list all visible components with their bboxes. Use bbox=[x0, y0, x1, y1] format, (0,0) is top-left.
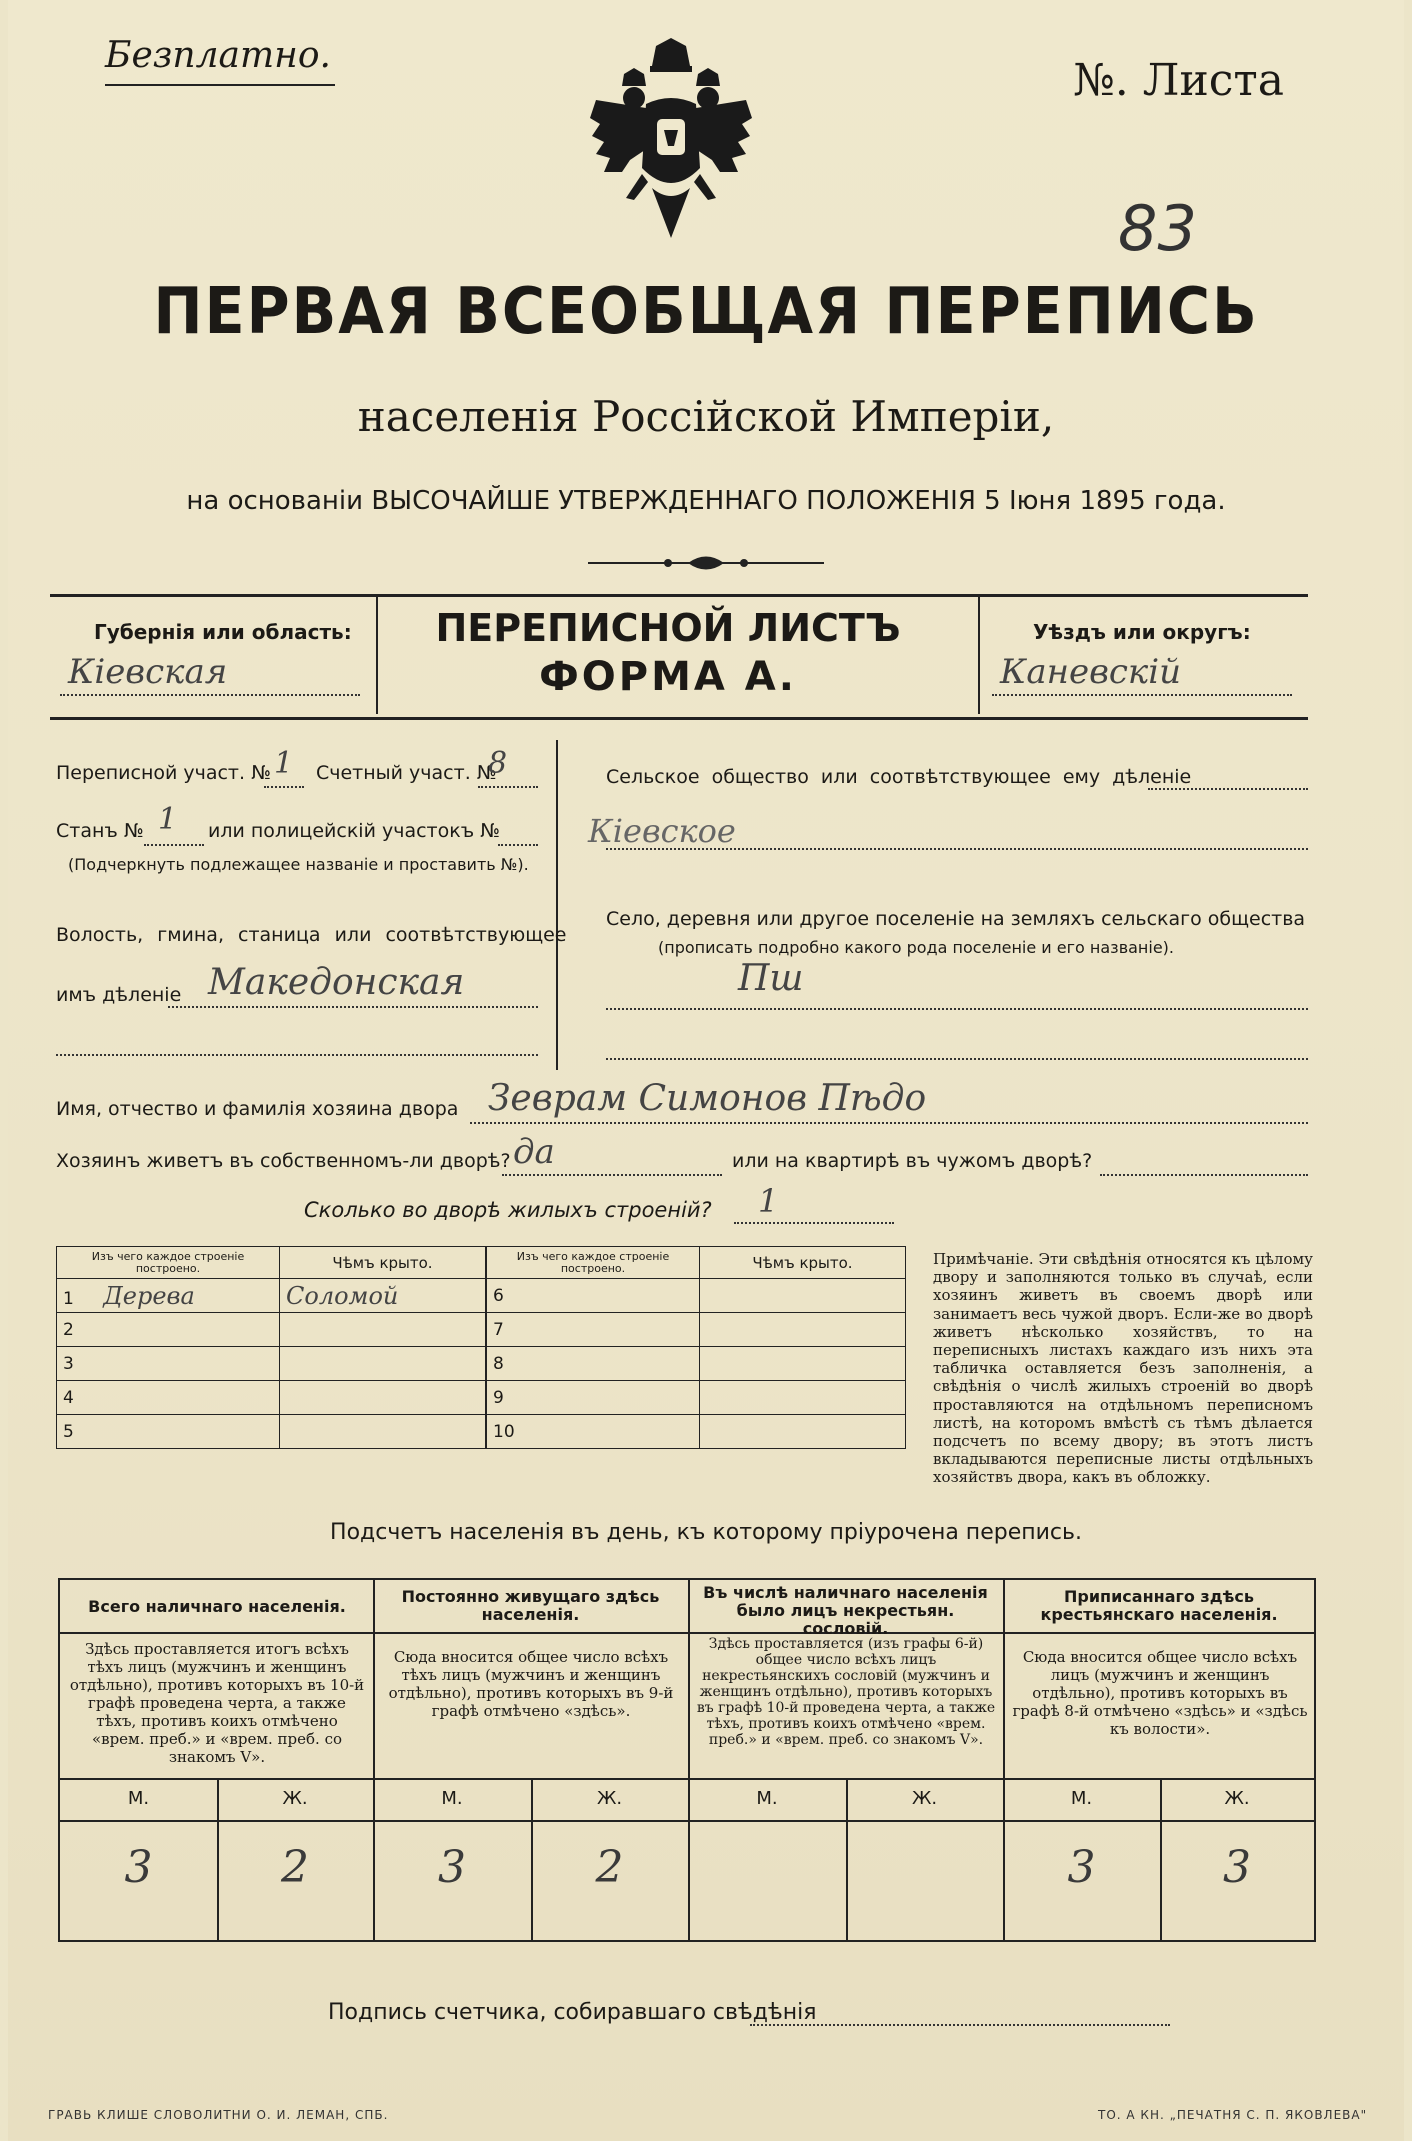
buildings-table-right bbox=[486, 1246, 906, 1449]
owner-lives-label: Хозяинъ живетъ въ собственномъ-ли дворѣ? bbox=[56, 1150, 511, 1172]
col-head-permanent: Постоянно живущаго здѣсь населенія. bbox=[401, 1587, 660, 1624]
col-head-ascribed: Приписаннаго здѣсь крестьянскаго населенія. bbox=[1040, 1587, 1278, 1624]
police-label: или полицейскій участокъ № bbox=[208, 820, 500, 842]
document-subtitle: населенія Россійской Имперіи, bbox=[357, 392, 1055, 441]
legal-basis-line: на основаніи ВЫСОЧАЙШЕ УТВЕРЖДЕННАГО ПОЛОЖЕНІЯ 5 Іюня 1895 года. bbox=[186, 486, 1226, 516]
zh-label: Ж. bbox=[282, 1788, 308, 1809]
free-label: Безплатно. bbox=[105, 35, 331, 76]
census-district-label: Переписной участ. № bbox=[56, 762, 271, 784]
m-label: М. bbox=[127, 1788, 150, 1809]
roof-cell bbox=[700, 1313, 906, 1347]
table-row: 2 bbox=[57, 1313, 280, 1347]
permanent-m-value: 3 bbox=[438, 1842, 466, 1893]
roof-cell bbox=[700, 1381, 906, 1415]
population-count-table bbox=[58, 1578, 1316, 1942]
ascribed-zh-value: 3 bbox=[1223, 1842, 1251, 1893]
stan-line bbox=[144, 844, 204, 846]
uezd-value: Каневскій bbox=[1000, 652, 1182, 692]
village-line-2 bbox=[606, 1058, 1308, 1060]
buildings-line bbox=[734, 1222, 894, 1224]
owner-name-value: Зеврам Симонов Пѣдо bbox=[488, 1078, 927, 1119]
col-text-permanent: Сюда вносится общее число всѣхъ тѣхъ лицъ (мужчинъ и женщинъ отдѣльно), противъ которыхъ въ 9-й графѣ отмѣчено «здѣсь». bbox=[388, 1648, 674, 1720]
uezd-line bbox=[992, 694, 1292, 696]
col-divider bbox=[688, 1580, 690, 1940]
table-row: 4 bbox=[57, 1381, 280, 1415]
volost-label-2: имъ дѣленіе bbox=[56, 984, 182, 1006]
table-row: 8 bbox=[487, 1347, 700, 1381]
total-zh-value: 2 bbox=[281, 1842, 309, 1893]
free-underline bbox=[105, 84, 335, 86]
roof-header: Чѣмъ крыто. bbox=[700, 1247, 906, 1279]
counting-district-label: Счетный участ. № bbox=[316, 762, 497, 784]
col-head-noncrestian: Въ числѣ наличнаго населенія было лицъ некрестьян. сословій. bbox=[703, 1583, 988, 1638]
ornament-divider bbox=[588, 552, 824, 574]
col-head-total: Всего наличнаго населенія. bbox=[88, 1597, 346, 1616]
gubernia-value: Кіевская bbox=[68, 652, 228, 692]
table-row: 3 bbox=[57, 1347, 280, 1381]
owner-name-line bbox=[470, 1122, 1308, 1124]
census-district-line bbox=[264, 786, 304, 788]
form-header-divider-right bbox=[978, 594, 980, 714]
roof-cell bbox=[280, 1347, 486, 1381]
owner-or-line bbox=[1100, 1174, 1308, 1176]
row-rule bbox=[60, 1632, 1314, 1634]
gubernia-label: Губернія или область: bbox=[94, 620, 352, 644]
form-letter: ФОРМА А. bbox=[539, 654, 797, 700]
table-row: 5 bbox=[57, 1415, 280, 1449]
zh-label: Ж. bbox=[1224, 1788, 1250, 1809]
signature-label: Подпись счетчика, собиравшаго свѣдѣнія bbox=[328, 2000, 817, 2025]
society-line-2 bbox=[606, 848, 1308, 850]
m-label: М. bbox=[756, 1788, 778, 1809]
table-row: 6 bbox=[487, 1279, 700, 1313]
roof-cell bbox=[700, 1415, 906, 1449]
buildings-label: Сколько во дворѣ жилыхъ строеній? bbox=[304, 1198, 712, 1222]
owner-lives-value: да bbox=[513, 1132, 555, 1172]
volost-line bbox=[168, 1006, 538, 1008]
table-row: 9 bbox=[487, 1381, 700, 1415]
row-rule bbox=[60, 1778, 1314, 1780]
buildings-table-left bbox=[56, 1246, 486, 1449]
footer-right: ТО. А КН. „ПЕЧАТНЯ С. П. ЯКОВЛЕВА" bbox=[1098, 2108, 1368, 2122]
row-rule bbox=[60, 1820, 1314, 1822]
double-headed-eagle-emblem bbox=[586, 38, 756, 248]
owner-name-label: Имя, отчество и фамилія хозяина двора bbox=[56, 1098, 459, 1120]
village-line bbox=[606, 1008, 1308, 1010]
col-text-noncrestian: Здѣсь проставляется (изъ графы 6-й) общее число всѣхъ лицъ некрестьянскихъ сословій (мужчинъ и женщинъ отдѣльно), противъ которыхъ въ графѣ 10-й проведена черта, а также тѣхъ, противъ коихъ отмѣчено «врем. преб.» и «врем. преб. со знакомъ V». bbox=[696, 1636, 996, 1748]
buildings-note: Примѣчаніе. Эти свѣдѣнія относятся къ цѣлому двору и заполняются только въ случаѣ, если хозяинъ живетъ въ своемъ дворѣ или занимаетъ весь чужой дворъ. Если-же во дворѣ живетъ нѣсколько хозяйствъ, то на переписныхъ листахъ каждаго изъ нихъ эта табличка оставляется безъ заполненія, а свѣдѣнія о числѣ жилыхъ строеній во дворѣ проставляются на отдѣльномъ переписномъ листѣ, на которомъ вмѣстѣ съ тѣмъ дѣлается подсчетъ по всему двору; въ этотъ листъ вкладываются переписные листы отдѣльныхъ хозяйствъ двора, какъ въ обложку. bbox=[933, 1250, 1313, 1487]
table-row: 10 bbox=[487, 1415, 700, 1449]
table-row: 1 Дерева bbox=[57, 1279, 280, 1313]
sheet-number-label: №. Листа bbox=[1073, 55, 1284, 106]
table-row: 7 bbox=[487, 1313, 700, 1347]
roof-cell: Соломой bbox=[280, 1279, 486, 1313]
village-value: Пш bbox=[738, 958, 804, 999]
counting-district-value: 8 bbox=[488, 746, 508, 781]
col-text-ascribed: Сюда вносится общее число всѣхъ лицъ (мужчинъ и женщинъ отдѣльно), противъ которыхъ въ графѣ 8-й отмѣчено «здѣсь» и «здѣсь къ волости». bbox=[1012, 1648, 1308, 1738]
ascribed-m-value: 3 bbox=[1067, 1842, 1096, 1893]
society-value: Кіевское bbox=[588, 812, 736, 850]
census-district-value: 1 bbox=[274, 746, 294, 781]
roof-cell bbox=[280, 1381, 486, 1415]
permanent-zh-value: 2 bbox=[595, 1842, 624, 1893]
counting-district-line bbox=[478, 786, 538, 788]
footer-left: ГРАВЬ КЛИШЕ СЛОВОЛИТНИ О. И. ЛЕМАН, СПБ. bbox=[48, 2108, 389, 2122]
uezd-label: Уѣздъ или округъ: bbox=[1033, 620, 1251, 644]
roof-header: Чѣмъ крыто. bbox=[280, 1247, 486, 1279]
stan-hint: (Подчеркнуть подлежащее названіе и проставить №). bbox=[68, 855, 529, 874]
stan-value: 1 bbox=[158, 802, 178, 837]
roof-cell bbox=[700, 1347, 906, 1381]
village-hint: (прописать подробно какого рода поселеніе и его названіе). bbox=[658, 938, 1174, 957]
stan-label: Станъ № bbox=[56, 820, 144, 842]
m-label: М. bbox=[441, 1788, 463, 1809]
society-label: Сельское общество или соотвѣтствующее ему дѣленіе bbox=[606, 766, 1192, 788]
sheet-number-handwritten: 83 bbox=[1118, 192, 1197, 265]
col-text-total: Здѣсь проставляется итогъ всѣхъ тѣхъ лицъ (мужчинъ и женщинъ отдѣльно), противъ которыхъ въ 10-й графѣ проведена черта, а также тѣхъ, противъ коихъ отмѣчено «врем. преб.» и «врем. преб. со знакомъ V». bbox=[69, 1640, 365, 1766]
location-divider bbox=[556, 740, 558, 1070]
owner-lives-line bbox=[502, 1174, 722, 1176]
roof-cell bbox=[280, 1415, 486, 1449]
village-label: Село, деревня или другое поселеніе на земляхъ сельскаго общества bbox=[606, 908, 1306, 930]
zh-label: Ж. bbox=[911, 1788, 938, 1809]
society-line bbox=[1148, 788, 1308, 790]
document-title: ПЕРВАЯ ВСЕОБЩАЯ ПЕРЕПИСЬ bbox=[153, 275, 1259, 349]
material-header: Изъ чего каждое строеніе построено. bbox=[487, 1247, 700, 1279]
volost-label-1: Волость, гмина, станица или соотвѣтствующее bbox=[56, 924, 567, 946]
roof-cell bbox=[700, 1279, 906, 1313]
population-count-title: Подсчетъ населенія въ день, къ которому пріурочена перепись. bbox=[330, 1520, 1082, 1545]
owner-or-label: или на квартирѣ въ чужомъ дворѣ? bbox=[732, 1150, 1093, 1172]
volost-line-2 bbox=[56, 1054, 538, 1056]
buildings-value: 1 bbox=[758, 1182, 779, 1220]
material-header: Изъ чего каждое строеніе построено. bbox=[57, 1247, 280, 1279]
police-line bbox=[498, 844, 538, 846]
census-sheet bbox=[8, 0, 1404, 2141]
m-label: М. bbox=[1070, 1788, 1093, 1809]
signature-line bbox=[750, 2024, 1170, 2026]
volost-value: Македонская bbox=[208, 962, 465, 1003]
gubernia-line bbox=[60, 694, 360, 696]
form-title: ПЕРЕПИСНОЙ ЛИСТЪ bbox=[435, 606, 901, 650]
roof-cell bbox=[280, 1313, 486, 1347]
total-m-value: 3 bbox=[124, 1842, 153, 1893]
zh-label: Ж. bbox=[596, 1788, 623, 1809]
